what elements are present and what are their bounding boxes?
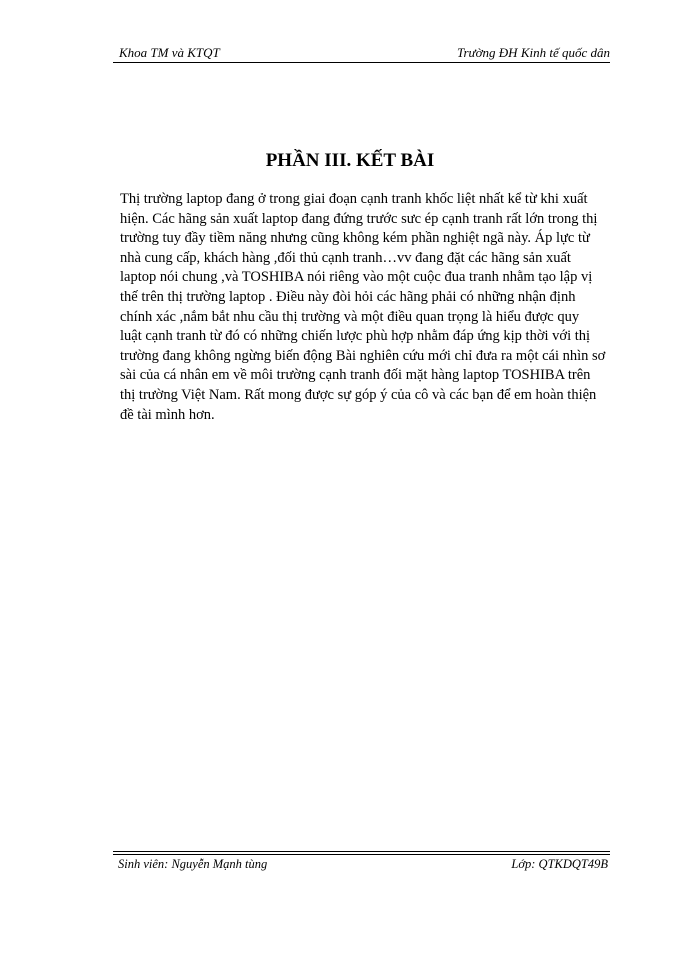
section-title: PHẦN III. KẾT BÀI [265, 150, 435, 171]
body-line: Thị trường laptop đang ở trong giai đoạn cạnh tranh khốc liệt nhất kể từ khi xuất [120, 191, 588, 207]
body-line: hiện. Các hãng sản xuất laptop đang đứng trước sưc ép cạnh tranh rất lớn trong thị [120, 210, 598, 227]
body-line: chính xác ,nắm bắt nhu cầu thị trường và một điều quan trọng là hiểu được quy [120, 308, 580, 325]
page-header [113, 44, 610, 62]
page-footer [113, 857, 610, 875]
footer-class: Lớp: QTKDQT49B [511, 857, 608, 871]
header-university: Trường ĐH Kinh tế quốc dân [456, 45, 610, 60]
footer-rule-bottom [113, 854, 610, 855]
body-paragraph [120, 190, 620, 425]
footer-student: Sinh viên: Nguyễn Mạnh tùng [118, 857, 268, 871]
header-faculty: Khoa TM và KTQT [119, 45, 220, 60]
body-line: luật cạnh tranh từ đó có những chiến lược phù hợp nhằm đáp ứng kịp thời với thị [120, 328, 591, 345]
body-line: sài của cá nhân em về môi trường cạnh tranh đối mặt hàng laptop TOSHIBA trên [120, 367, 591, 384]
body-line: laptop nói chung ,và TOSHIBA nói riêng vào một cuộc đua tranh nhằm tạo lập vị [120, 269, 593, 286]
body-line: đề tài mình hơn. [120, 406, 215, 423]
header-rule [113, 62, 610, 63]
body-line: thế trên thị trường laptop . Điều này đòi hỏi các hãng phải có những nhận định [120, 288, 576, 305]
body-line: trường tuy đầy tiềm năng nhưng cũng không kém phần nghiệt ngã này. Áp lực từ [120, 230, 590, 247]
body-line: nhà cung cấp, khách hàng ,đối thủ cạnh tranh…vv đang đặt các hãng sản xuất [120, 249, 571, 266]
body-line: trường đang không ngừng biến động Bài nghiên cứu mới chỉ đưa ra một cái nhìn sơ [120, 347, 606, 364]
body-line: thị trường Việt Nam. Rất mong được sự góp ý của cô và các bạn để em hoàn thiện [120, 386, 597, 403]
footer-rule-top [113, 851, 610, 852]
